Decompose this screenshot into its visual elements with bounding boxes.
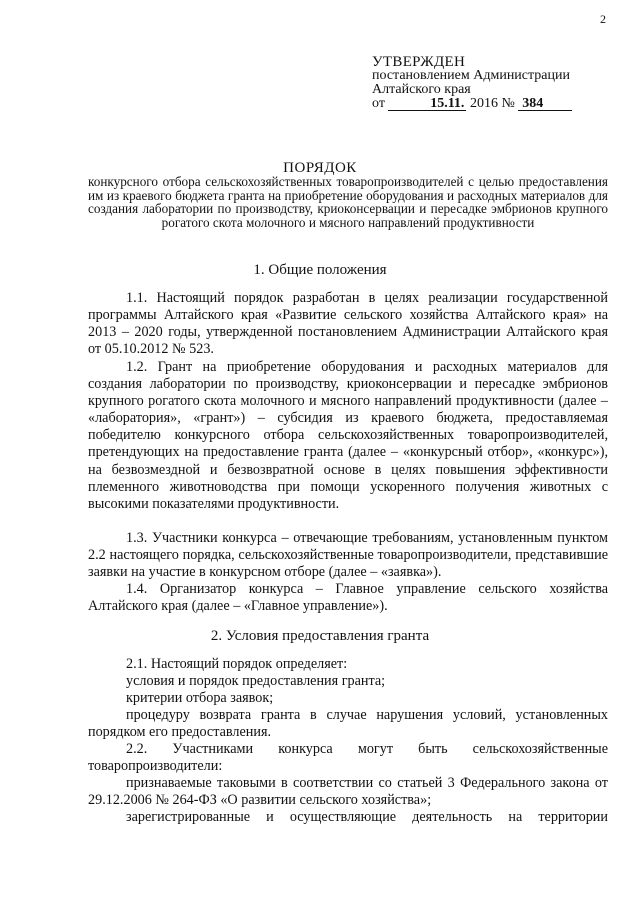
number-sign: № <box>501 96 515 111</box>
approval-date-line <box>372 97 622 111</box>
paragraph-1-2: 1.2. Грант на приобретение оборудования и расходных материалов для создания лаборатории по производству, криоконсервации и пересадке эмбрионов крупного рогатого скота молочного и мясного направлений продуктивности (далее – «лаборатория», «грант») – субсидия из краевого бюджета, предоставляемая победителю конкурсного отбора сельскохозяйственных товаропроизводителей, претендующих на предоставление гранта (далее – «конкурсный отбор», «конкурс»), на безвозмездной и безвозвратной основе в целях повышения эффективности племенного животноводства при помощи ускоренного получения животных с высокими показателями продуктивности. <box>88 359 608 512</box>
paragraph-1-1: 1.1. Настоящий порядок разработан в целях реализации государственной программы Алтайского края «Развитие сельского хозяйства Алтайского края» на 2013 – 2020 годы, утвержденной постановлением Администрации Алтайского края от 05.10.2012 № 523. <box>88 290 608 358</box>
paragraph-2-1-item-1: условия и порядок предоставления гранта; <box>126 673 386 689</box>
approval-year: 2016 <box>469 96 498 111</box>
approved-by-line: постановлением Администрации <box>372 68 570 83</box>
paragraph-2-2-item-1: признаваемые таковыми в соответствии со статьей 3 Федерального закона от 29.12.2006 № 264-ФЗ «О развитии сельского хозяйства»; <box>88 775 608 809</box>
document-title: ПОРЯДОК <box>283 160 357 176</box>
section-2-heading: 2. Условия предоставления гранта <box>210 628 430 644</box>
approval-number: 384 <box>518 98 572 111</box>
paragraph-2-2-item-2: зарегистрированные и осуществляющие деятельность на территории <box>126 809 608 825</box>
approval-date: 15.11. <box>388 98 466 111</box>
section-1-heading: 1. Общие положения <box>253 262 387 278</box>
paragraph-1-4: 1.4. Организатор конкурса – Главное управление сельского хозяйства Алтайского края (далее – «Главное управление»). <box>88 581 608 615</box>
from-label: от <box>372 96 385 111</box>
paragraph-2-1-item-3: процедуру возврата гранта в случае нарушения условий, установленных порядком его предоставления. <box>88 707 608 741</box>
paragraph-1-3: 1.3. Участники конкурса – отвечающие требованиям, установленным пунктом 2.2 настоящего порядка, сельскохозяйственные товаропроизводители, представившие заявки на участие в конкурсном отборе (далее – «заявка»). <box>88 530 608 581</box>
approval-stamp <box>372 55 622 111</box>
paragraph-2-1-item-2: критерии отбора заявок; <box>126 690 274 706</box>
document-subtitle: конкурсного отбора сельскохозяйственных товаропроизводителей с целью предоставления им из краевого бюджета гранта на приобретение оборудования и расходных материалов для создания лаборатории по производству, криоконсервации и пересадке эмбрионов крупного рогатого скота молочного и мясного направлений продуктивности <box>88 174 608 230</box>
paragraph-2-2: 2.2. Участниками конкурса могут быть сельскохозяйственные товаропроизводители: <box>88 741 608 775</box>
approved-by-region: Алтайского края <box>372 82 471 97</box>
page-number: 2 <box>600 12 606 26</box>
paragraph-2-1: 2.1. Настоящий порядок определяет: <box>126 656 348 672</box>
approved-label: УТВЕРЖДЕН <box>372 54 466 70</box>
